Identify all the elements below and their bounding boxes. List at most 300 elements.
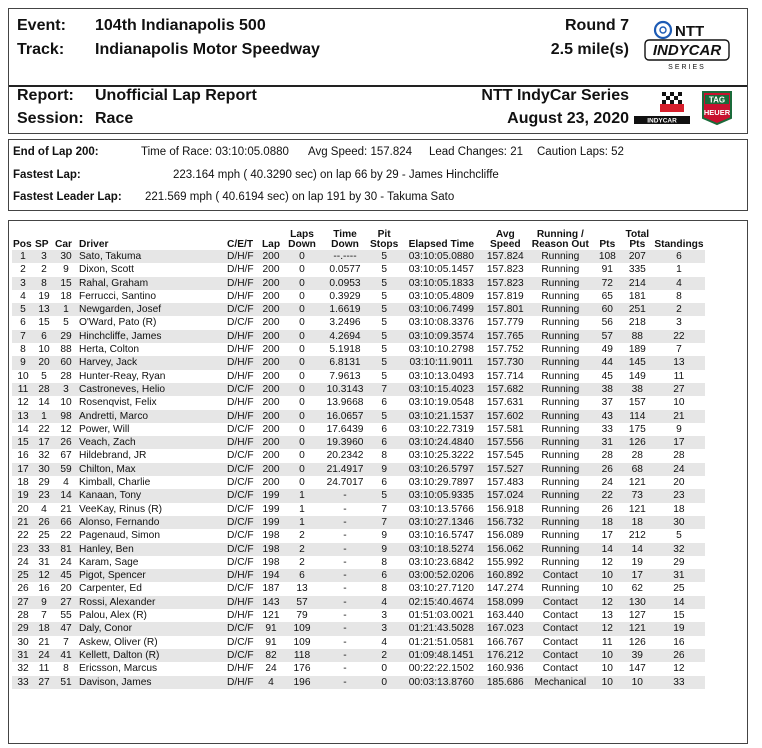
cell-cet: D/H/F <box>227 610 254 622</box>
cell-status: Contact <box>527 622 593 635</box>
cell-avg-speed: 157.527 <box>483 463 527 476</box>
cell-elapsed: 03:10:27.7120 <box>408 583 474 595</box>
cell-driver: Dixon, Scott <box>79 264 134 276</box>
cell-time-down: 10.3143 <box>321 383 369 396</box>
cell-status: Running <box>527 330 593 343</box>
cell-driver: Pigot, Spencer <box>78 569 226 582</box>
cell-status: Running <box>541 503 580 515</box>
table-row <box>12 489 705 502</box>
cell-driver: Kanaan, Tony <box>78 489 226 502</box>
cell-pts: 10 <box>593 569 621 582</box>
cell-total-pts: 14 <box>621 543 653 556</box>
cell-pts: 44 <box>593 356 621 369</box>
cell-laps-down: 1 <box>299 503 305 515</box>
cell-time-down: - <box>321 649 369 662</box>
cell-driver: VeeKay, Rinus (R) <box>79 503 163 515</box>
cell-total-pts: 147 <box>628 663 646 675</box>
cell-laps-down: 0 <box>299 344 305 356</box>
table-row <box>12 596 705 609</box>
table-row <box>12 436 705 449</box>
cell-standings: 28 <box>673 450 685 462</box>
cell-cet: D/C/F <box>227 503 254 515</box>
cell-cet: D/C/F <box>227 530 254 542</box>
cell-avg-speed: 157.823 <box>483 277 527 290</box>
cell-pit-stops: 5 <box>369 489 399 502</box>
cell-pts: 72 <box>593 277 621 290</box>
cell-total-pts: 212 <box>628 530 646 542</box>
cell-elapsed: 03:10:11.9011 <box>399 356 483 369</box>
cell-status: Contact <box>542 610 578 622</box>
cell-pos: 21 <box>12 516 34 529</box>
cell-pts: 12 <box>593 622 621 635</box>
cell-laps-down: 0 <box>299 450 305 462</box>
indycar-flag-logo <box>632 90 692 126</box>
report-name: Unofficial Lap Report <box>95 87 257 104</box>
cell-elapsed: 03:10:05.1833 <box>399 277 483 290</box>
cell-standings: 31 <box>653 569 704 582</box>
cell-status: Running <box>527 436 593 449</box>
cell-total-pts: 181 <box>628 290 646 302</box>
cell-pit-stops: 4 <box>369 596 399 609</box>
cell-avg-speed: 157.631 <box>486 397 524 409</box>
cell-pts: 56 <box>601 317 613 329</box>
cell-laps-down: 0 <box>283 277 321 290</box>
cell-cet: D/C/F <box>226 303 259 316</box>
cell-status: Running <box>527 250 593 263</box>
cell-standings: 24 <box>653 463 704 476</box>
cell-avg-speed: 157.823 <box>486 264 524 276</box>
cell-laps-down: 0 <box>283 436 321 449</box>
session-name: Race <box>95 110 134 127</box>
cell-driver: Newgarden, Josef <box>78 303 226 316</box>
cell-driver: Hinchcliffe, James <box>78 330 226 343</box>
cell-lap: 200 <box>259 330 283 343</box>
cell-lap: 121 <box>262 610 280 622</box>
cell-car: 66 <box>54 516 78 529</box>
cell-lap: 143 <box>259 596 283 609</box>
cell-car: 18 <box>60 290 72 302</box>
cell-pit-stops: 6 <box>381 423 387 435</box>
cell-avg-speed: 157.581 <box>486 423 524 435</box>
cell-sp: 7 <box>41 610 47 622</box>
cell-driver: Rahal, Graham <box>78 277 226 290</box>
cell-pos: 6 <box>20 317 26 329</box>
cell-car: 88 <box>60 344 72 356</box>
cell-cet: D/H/F <box>226 596 259 609</box>
cell-cet: D/C/F <box>227 477 254 489</box>
cell-time-down: 5.1918 <box>329 344 361 356</box>
cell-avg-speed: 166.767 <box>486 636 524 648</box>
cell-time-down: 7.9613 <box>329 370 361 382</box>
cell-standings: 25 <box>673 583 685 595</box>
cell-driver: Rosenqvist, Felix <box>79 397 157 409</box>
cell-standings: 13 <box>653 356 704 369</box>
cell-standings: 1 <box>676 264 682 276</box>
table-row <box>12 463 705 476</box>
cell-total-pts: 39 <box>621 649 653 662</box>
cell-pos: 18 <box>17 477 29 489</box>
cell-sp: 29 <box>38 477 50 489</box>
cell-total-pts: 121 <box>628 477 646 489</box>
cell-pit-stops: 8 <box>381 450 387 462</box>
table-row <box>12 316 705 329</box>
cell-elapsed: 03:10:09.3574 <box>399 330 483 343</box>
cell-car: 10 <box>60 397 72 409</box>
cell-status: Running <box>527 543 593 556</box>
cell-car: 4 <box>63 477 69 489</box>
cell-pit-stops: 0 <box>369 676 399 689</box>
cell-laps-down: 0 <box>283 463 321 476</box>
cell-sp: 2 <box>41 264 47 276</box>
cell-sp: 24 <box>34 649 54 662</box>
col-header-pit-stops: Pit Stops <box>370 229 399 250</box>
cell-time-down: - <box>343 530 347 542</box>
cell-time-down: 0.3929 <box>329 290 361 302</box>
cell-pos: 8 <box>20 344 26 356</box>
cell-standings: 17 <box>653 436 704 449</box>
cell-pts: 10 <box>601 583 613 595</box>
col-header-avg-speed: Avg Speed <box>490 229 521 250</box>
cell-total-pts: 207 <box>621 250 653 263</box>
cell-status: Running <box>527 410 593 423</box>
cell-pts: 24 <box>601 477 613 489</box>
cell-cet: D/C/F <box>226 383 259 396</box>
cell-elapsed: 03:10:22.7319 <box>408 423 474 435</box>
col-header-cet: C/E/T <box>227 239 254 250</box>
cell-pos: 4 <box>20 290 26 302</box>
cell-time-down: 20.2342 <box>326 450 364 462</box>
cell-pit-stops: 5 <box>381 264 387 276</box>
cell-total-pts: 218 <box>628 317 646 329</box>
cell-cet: D/C/F <box>227 450 254 462</box>
cell-car: 27 <box>54 596 78 609</box>
cell-status: Running <box>527 277 593 290</box>
cell-pit-stops: 3 <box>369 622 399 635</box>
cell-cet: D/H/F <box>226 330 259 343</box>
cell-avg-speed: 157.483 <box>486 477 524 489</box>
cell-standings: 8 <box>676 290 682 302</box>
cell-pts: 60 <box>593 303 621 316</box>
cell-avg-speed: 156.089 <box>486 530 524 542</box>
table-row <box>12 503 705 516</box>
table-row <box>12 423 705 436</box>
cell-elapsed: 03:10:18.5274 <box>399 543 483 556</box>
cell-lap: 187 <box>262 583 280 595</box>
cell-lap: 200 <box>262 423 280 435</box>
cell-standings: 30 <box>653 516 704 529</box>
table-row <box>12 330 705 343</box>
cell-lap: 200 <box>259 303 283 316</box>
cell-standings: 9 <box>676 423 682 435</box>
cell-status: Running <box>541 477 580 489</box>
cell-status: Running <box>541 264 580 276</box>
cell-sp: 33 <box>34 543 54 556</box>
cell-time-down: - <box>321 676 369 689</box>
table-header-row <box>12 224 705 250</box>
cell-sp: 31 <box>38 556 50 568</box>
cell-total-pts: 18 <box>621 516 653 529</box>
cell-time-down: - <box>343 663 347 675</box>
track-label: Track: <box>17 41 65 58</box>
cell-driver: Davison, James <box>78 676 226 689</box>
cell-avg-speed: 157.752 <box>486 344 524 356</box>
cell-cet: D/H/F <box>226 410 259 423</box>
cell-time-down: 17.6439 <box>326 423 364 435</box>
col-header-time-down: Time Down <box>331 229 359 250</box>
cell-laps-down: 0 <box>299 290 305 302</box>
cell-pts: 26 <box>593 463 621 476</box>
cell-time-down: 16.0657 <box>321 410 369 423</box>
cell-pts: 14 <box>593 543 621 556</box>
cell-pit-stops: 9 <box>369 463 399 476</box>
cell-lap: 200 <box>259 383 283 396</box>
cell-cet: D/C/F <box>227 423 254 435</box>
cell-pts: 11 <box>602 636 613 648</box>
cell-car: 81 <box>54 543 78 556</box>
cell-sp: 19 <box>38 290 50 302</box>
lead-changes: Lead Changes: 21 <box>429 146 523 158</box>
cell-sp: 4 <box>41 503 47 515</box>
cell-elapsed: 02:15:40.4674 <box>399 596 483 609</box>
cell-standings: 7 <box>676 344 682 356</box>
cell-standings: 33 <box>653 676 704 689</box>
cell-status: Running <box>541 397 580 409</box>
avg-speed: Avg Speed: 157.824 <box>308 146 413 158</box>
cell-pts: 38 <box>593 383 621 396</box>
series-name: NTT IndyCar Series <box>481 87 629 104</box>
cell-elapsed: 01:51:03.0021 <box>408 610 474 622</box>
tag-heuer-logo <box>700 90 734 126</box>
cell-pos: 9 <box>12 356 34 369</box>
cell-driver: Herta, Colton <box>79 344 140 356</box>
cell-cet: D/C/F <box>227 636 254 648</box>
cell-lap: 200 <box>262 344 280 356</box>
cell-status: Contact <box>527 569 593 582</box>
cell-pts: 43 <box>593 410 621 423</box>
session-label: Session: <box>17 110 84 127</box>
cell-elapsed: 03:10:10.2798 <box>408 344 474 356</box>
cell-elapsed: 03:10:27.1346 <box>399 516 483 529</box>
cell-pts: 18 <box>593 516 621 529</box>
cell-pit-stops: 3 <box>381 610 387 622</box>
cell-car: 24 <box>60 556 72 568</box>
cell-pit-stops: 5 <box>381 290 387 302</box>
cell-driver: Chilton, Max <box>78 463 226 476</box>
cell-cet: D/C/F <box>226 516 259 529</box>
cell-car: 41 <box>54 649 78 662</box>
cell-standings: 20 <box>673 477 685 489</box>
cell-avg-speed: 160.892 <box>483 569 527 582</box>
cell-sp: 10 <box>38 344 50 356</box>
cell-avg-speed: 147.274 <box>486 583 524 595</box>
cell-avg-speed: 156.918 <box>486 503 524 515</box>
cell-driver: Ferrucci, Santino <box>79 290 157 302</box>
cell-avg-speed: 158.099 <box>483 596 527 609</box>
cell-sp: 12 <box>34 569 54 582</box>
table-row <box>12 277 705 290</box>
cell-time-down: - <box>321 622 369 635</box>
cell-lap: 199 <box>259 516 283 529</box>
table-row <box>12 290 705 303</box>
cell-laps-down: 1 <box>283 489 321 502</box>
cell-pts: 37 <box>601 397 613 409</box>
cell-lap: 198 <box>262 530 280 542</box>
cell-elapsed: 01:09:48.1451 <box>399 649 483 662</box>
cell-lap: 91 <box>259 622 283 635</box>
cell-cet: D/H/F <box>226 569 259 582</box>
table-row <box>12 636 705 649</box>
cell-total-pts: 157 <box>628 397 646 409</box>
cell-sp: 1 <box>34 410 54 423</box>
cell-pos: 10 <box>17 370 29 382</box>
cell-pts: 10 <box>593 676 621 689</box>
cell-pts: 57 <box>593 330 621 343</box>
cell-pts: 31 <box>593 436 621 449</box>
cell-pos: 1 <box>12 250 34 263</box>
cell-avg-speed: 155.992 <box>486 556 524 568</box>
cell-avg-speed: 176.212 <box>483 649 527 662</box>
cell-cet: D/C/F <box>226 489 259 502</box>
cell-pit-stops: 7 <box>381 503 387 515</box>
cell-time-down: - <box>321 569 369 582</box>
cell-laps-down: 0 <box>299 264 305 276</box>
cell-sp: 9 <box>34 596 54 609</box>
cell-laps-down: 2 <box>283 543 321 556</box>
cell-pos: 16 <box>17 450 29 462</box>
cell-time-down: - <box>343 503 347 515</box>
cell-pos: 20 <box>17 503 29 515</box>
cell-status: Mechanical <box>527 676 593 689</box>
cell-car: 45 <box>54 569 78 582</box>
cell-time-down: 19.3960 <box>321 436 369 449</box>
cell-driver: Daly, Conor <box>78 622 226 635</box>
table-row <box>12 396 705 409</box>
cell-status: Contact <box>542 636 578 648</box>
table-row <box>12 609 705 622</box>
cell-elapsed: 03:10:29.7897 <box>408 477 474 489</box>
cell-cet: D/H/F <box>227 370 254 382</box>
cell-pts: 12 <box>601 556 613 568</box>
cell-avg-speed: 157.779 <box>486 317 524 329</box>
cell-status: Contact <box>542 663 578 675</box>
cell-laps-down: 0 <box>283 356 321 369</box>
cell-standings: 21 <box>653 410 704 423</box>
cell-lap: 24 <box>265 663 277 675</box>
cell-pit-stops: 9 <box>381 530 387 542</box>
cell-car: 51 <box>54 676 78 689</box>
cell-pit-stops: 5 <box>369 410 399 423</box>
report-label: Report: <box>17 87 74 104</box>
cell-total-pts: 28 <box>631 450 643 462</box>
table-row <box>12 449 705 462</box>
cell-pos: 19 <box>12 489 34 502</box>
cell-laps-down: 0 <box>283 383 321 396</box>
cell-car: 60 <box>54 356 78 369</box>
cell-pos: 3 <box>12 277 34 290</box>
cell-time-down: 1.6619 <box>321 303 369 316</box>
cell-avg-speed: 185.686 <box>483 676 527 689</box>
cell-laps-down: 6 <box>283 569 321 582</box>
cell-cet: D/H/F <box>226 277 259 290</box>
results-table <box>12 224 705 689</box>
table-row <box>12 622 705 635</box>
cell-lap: 200 <box>259 356 283 369</box>
cell-laps-down: 0 <box>283 330 321 343</box>
cell-cet: D/C/F <box>227 583 254 595</box>
cell-pos: 12 <box>17 397 29 409</box>
cell-time-down: - <box>343 610 347 622</box>
cell-pos: 15 <box>12 436 34 449</box>
cell-pit-stops: 8 <box>381 556 387 568</box>
cell-avg-speed: 157.714 <box>486 370 524 382</box>
cell-elapsed: 03:10:24.4840 <box>399 436 483 449</box>
col-header-lap: Lap <box>261 239 281 250</box>
cell-pit-stops: 9 <box>369 543 399 556</box>
cell-total-pts: 73 <box>621 489 653 502</box>
cell-car: 20 <box>60 583 72 595</box>
cell-laps-down: 0 <box>299 370 305 382</box>
cell-pts: 45 <box>601 370 613 382</box>
cell-standings: 12 <box>673 663 685 675</box>
cell-pos: 29 <box>12 622 34 635</box>
cell-status: Running <box>527 463 593 476</box>
cell-cet: D/C/F <box>227 317 254 329</box>
cell-standings: 10 <box>673 397 685 409</box>
cell-elapsed: 03:10:26.5797 <box>399 463 483 476</box>
cell-lap: 200 <box>262 317 280 329</box>
cell-lap: 198 <box>262 556 280 568</box>
cell-laps-down: 79 <box>296 610 308 622</box>
cell-laps-down: 176 <box>293 663 311 675</box>
cell-standings: 16 <box>673 636 685 648</box>
cell-car: 1 <box>54 303 78 316</box>
table-row <box>12 356 705 369</box>
cell-sp: 25 <box>38 530 50 542</box>
cell-total-pts: 62 <box>631 583 643 595</box>
cell-elapsed: 03:10:13.5766 <box>408 503 474 515</box>
series-logo-text: SERIES <box>668 64 706 71</box>
cell-elapsed: 01:21:51.0581 <box>408 636 474 648</box>
cell-car: 47 <box>54 622 78 635</box>
cell-cet: D/C/F <box>226 463 259 476</box>
cell-pit-stops: 6 <box>369 569 399 582</box>
table-row <box>12 370 705 383</box>
cell-lap: 200 <box>259 410 283 423</box>
cell-laps-down: 0 <box>299 397 305 409</box>
cell-cet: D/H/F <box>226 676 259 689</box>
cell-pit-stops: 5 <box>369 250 399 263</box>
cell-pts: 91 <box>601 264 613 276</box>
cell-pit-stops: 7 <box>369 383 399 396</box>
cell-driver: Rossi, Alexander <box>78 596 226 609</box>
cell-sp: 17 <box>34 436 54 449</box>
cell-time-down: 0.0953 <box>321 277 369 290</box>
cell-total-pts: 130 <box>621 596 653 609</box>
cell-driver: Hanley, Ben <box>78 543 226 556</box>
cell-elapsed: 03:10:08.3376 <box>408 317 474 329</box>
cell-pts: 13 <box>601 610 613 622</box>
cell-total-pts: 335 <box>628 264 646 276</box>
cell-standings: 32 <box>653 543 704 556</box>
cell-car: 67 <box>60 450 72 462</box>
cell-elapsed: 00:22:22.1502 <box>408 663 474 675</box>
cell-pit-stops: 2 <box>369 649 399 662</box>
cell-time-down: 0.0577 <box>329 264 361 276</box>
cell-elapsed: 03:10:15.4023 <box>399 383 483 396</box>
cell-sp: 22 <box>38 423 50 435</box>
cell-pos: 17 <box>12 463 34 476</box>
cell-elapsed: 03:10:05.9335 <box>399 489 483 502</box>
